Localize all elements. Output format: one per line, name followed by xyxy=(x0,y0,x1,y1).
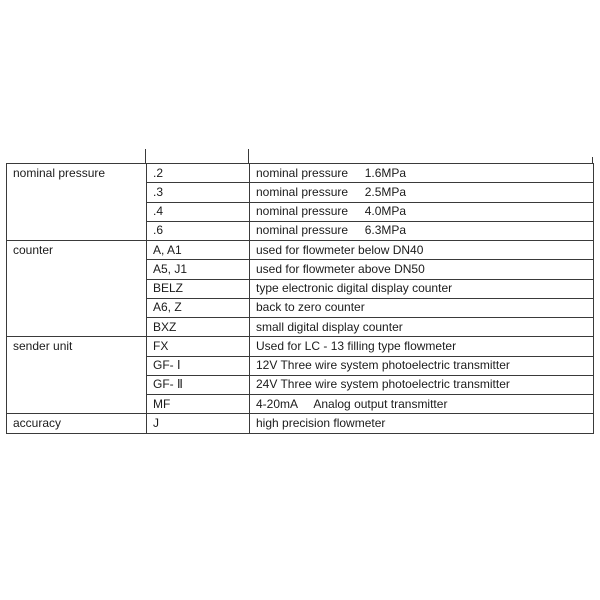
product-spec-table xyxy=(6,163,594,434)
table-row xyxy=(7,414,594,433)
code-cell: GF- Ⅱ xyxy=(147,375,250,394)
group-label-cell: accuracy xyxy=(7,414,147,433)
code-cell: J xyxy=(147,414,250,433)
code-cell: A, A1 xyxy=(147,241,250,260)
group-label-cell: counter xyxy=(7,241,147,337)
code-cell: BELZ xyxy=(147,279,250,298)
desc-cell: 24V Three wire system photoelectric transmitter xyxy=(250,375,594,394)
code-cell: .3 xyxy=(147,183,250,202)
grid-line-stub xyxy=(145,149,146,164)
group-label-cell: sender unit xyxy=(7,337,147,414)
code-cell: A6, Z xyxy=(147,298,250,317)
desc-cell: 12V Three wire system photoelectric transmitter xyxy=(250,356,594,375)
table-row xyxy=(7,241,594,260)
desc-cell: high precision flowmeter xyxy=(250,414,594,433)
group-label-cell: nominal pressure xyxy=(7,164,147,241)
code-cell: .6 xyxy=(147,221,250,240)
code-cell: GF- Ⅰ xyxy=(147,356,250,375)
table-row xyxy=(7,337,594,356)
desc-cell: nominal pressure 1.6MPa xyxy=(250,164,594,183)
desc-cell: type electronic digital display counter xyxy=(250,279,594,298)
desc-cell: 4-20mA Analog output transmitter xyxy=(250,395,594,414)
desc-cell: back to zero counter xyxy=(250,298,594,317)
desc-cell: nominal pressure 6.3MPa xyxy=(250,221,594,240)
code-cell: MF xyxy=(147,395,250,414)
code-cell: A5, J1 xyxy=(147,260,250,279)
desc-cell: nominal pressure 2.5MPa xyxy=(250,183,594,202)
code-cell: .2 xyxy=(147,164,250,183)
desc-cell: small digital display counter xyxy=(250,318,594,337)
desc-cell: used for flowmeter below DN40 xyxy=(250,241,594,260)
desc-cell: used for flowmeter above DN50 xyxy=(250,260,594,279)
desc-cell: nominal pressure 4.0MPa xyxy=(250,202,594,221)
code-cell: .4 xyxy=(147,202,250,221)
table-row xyxy=(7,164,594,183)
grid-line-stub xyxy=(248,149,249,164)
code-cell: FX xyxy=(147,337,250,356)
desc-cell: Used for LC - 13 filling type flowmeter xyxy=(250,337,594,356)
code-cell: BXZ xyxy=(147,318,250,337)
